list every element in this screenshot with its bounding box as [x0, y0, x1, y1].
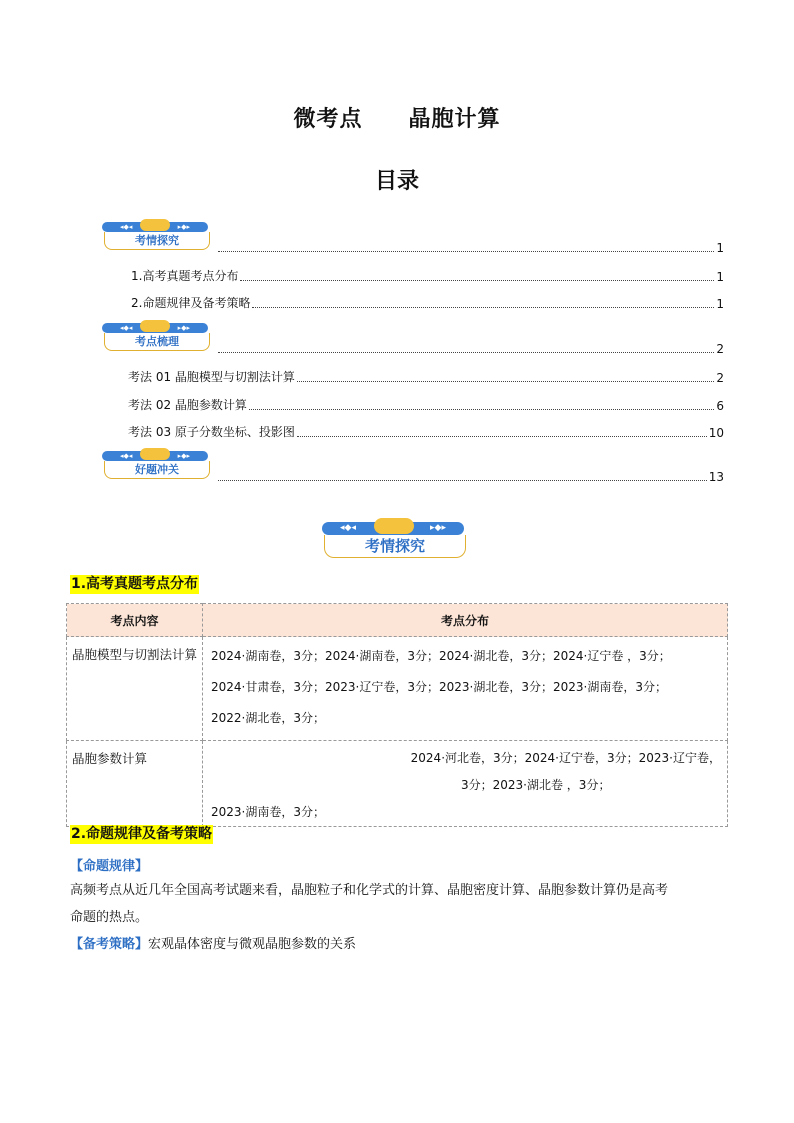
- rule-text-line: 高频考点从近几年全国高考试题来看，晶胞粒子和化学式的计算、晶胞密度计算、晶胞参数计算仍是高考: [70, 883, 669, 898]
- toc-entry-explore[interactable]: [216, 241, 724, 255]
- badge-label: 考点梳理: [104, 333, 210, 351]
- distribution-line: 2024·甘肃卷，3分；2023·辽宁卷，3分；2023·湖北卷，3分；2023·湖南卷，3分；: [211, 680, 667, 694]
- section-heading-2: 2.命题规律及备考策略: [71, 826, 213, 842]
- toc-entry-2[interactable]: [131, 294, 724, 311]
- badge-pill: [374, 518, 414, 534]
- table-cell-topic: 晶胞模型与切割法计算: [67, 637, 203, 741]
- table-header-cell: 考点分布: [203, 604, 728, 637]
- arrow-left-icon: ◂◆◂: [340, 523, 356, 533]
- strategy-paragraph: [70, 931, 356, 958]
- strategy-text: 宏观晶体密度与微观晶胞参数的关系: [148, 937, 357, 952]
- badge-explore[interactable]: [102, 222, 210, 252]
- table-row: [67, 637, 728, 741]
- badge-sort[interactable]: [102, 323, 210, 353]
- table-header-cell: 考点内容: [67, 604, 203, 637]
- toc-entry-sort[interactable]: [216, 342, 724, 356]
- badge-label: 考情探究: [104, 232, 210, 250]
- toc-label: 考法 03 原子分数坐标、投影图: [128, 425, 295, 439]
- section-badge-explore: [322, 522, 468, 562]
- title-right: 晶胞计算: [408, 107, 501, 132]
- toc-entry-method3[interactable]: [128, 423, 724, 440]
- distribution-line: 2024·河北卷，3分；2024·辽宁卷，3分；2023·辽宁卷，: [410, 751, 721, 765]
- distribution-line: 2024·湖南卷，3分；2024·湖南卷，3分；2024·湖北卷，3分；2024·辽宁卷 ，3分；: [211, 649, 671, 663]
- table-row: [67, 741, 728, 827]
- arrow-left-icon: ◂◆◂: [120, 324, 133, 332]
- rule-label: 【命题规律】: [70, 859, 149, 874]
- toc-label: 2.命题规律及备考策略: [131, 296, 251, 310]
- rule-paragraph: [70, 877, 730, 931]
- toc-entry-method2[interactable]: [128, 396, 724, 413]
- table-cell-topic: 晶胞参数计算: [67, 741, 203, 827]
- table-cell-distribution: [203, 741, 728, 827]
- distribution-line: 2022·湖北卷，3分；: [211, 711, 325, 725]
- badge-label: 好题冲关: [104, 461, 210, 479]
- arrow-right-icon: ▸◆▸: [177, 452, 190, 460]
- arrow-right-icon: ▸◆▸: [177, 223, 190, 231]
- distribution-line: 2023·湖南卷，3分；: [211, 805, 325, 819]
- toc-entry-method1[interactable]: [128, 368, 724, 385]
- distribution-line: 3分；2023·湖北卷 ，3分；: [461, 778, 611, 792]
- toc-page: 1: [716, 241, 724, 255]
- badge-pill: [140, 320, 170, 332]
- toc-entry-practice[interactable]: [216, 470, 724, 484]
- toc-page: 13: [708, 470, 724, 484]
- arrow-left-icon: ◂◆◂: [120, 452, 133, 460]
- exam-distribution-table: [66, 603, 728, 827]
- badge-pill: [140, 219, 170, 231]
- toc-label: 考法 02 晶胞参数计算: [128, 398, 247, 412]
- title-left: 微考点: [293, 107, 363, 132]
- toc-title: 目录: [374, 169, 419, 194]
- page-title: [0, 102, 794, 133]
- badge-practice[interactable]: [102, 451, 210, 481]
- section-heading-1: 1.高考真题考点分布: [71, 576, 199, 592]
- table-header-row: [67, 604, 728, 637]
- toc-entry-1[interactable]: [131, 267, 724, 284]
- toc-page: 2: [716, 371, 724, 385]
- strategy-label: 【备考策略】: [70, 937, 149, 952]
- toc-label: 考法 01 晶胞模型与切割法计算: [128, 370, 295, 384]
- toc-page: 2: [716, 342, 724, 356]
- toc-page: 6: [716, 399, 724, 413]
- toc-label: 1.高考真题考点分布: [131, 269, 239, 283]
- toc-page: 1: [716, 297, 724, 311]
- toc-page: 1: [716, 270, 724, 284]
- badge-label: 考情探究: [324, 535, 466, 558]
- badge-pill: [140, 448, 170, 460]
- rule-text-line: 命题的热点。: [70, 910, 149, 925]
- arrow-left-icon: ◂◆◂: [120, 223, 133, 231]
- arrow-right-icon: ▸◆▸: [430, 523, 446, 533]
- table-cell-distribution: [203, 637, 728, 741]
- arrow-right-icon: ▸◆▸: [177, 324, 190, 332]
- toc-page: 10: [708, 426, 724, 440]
